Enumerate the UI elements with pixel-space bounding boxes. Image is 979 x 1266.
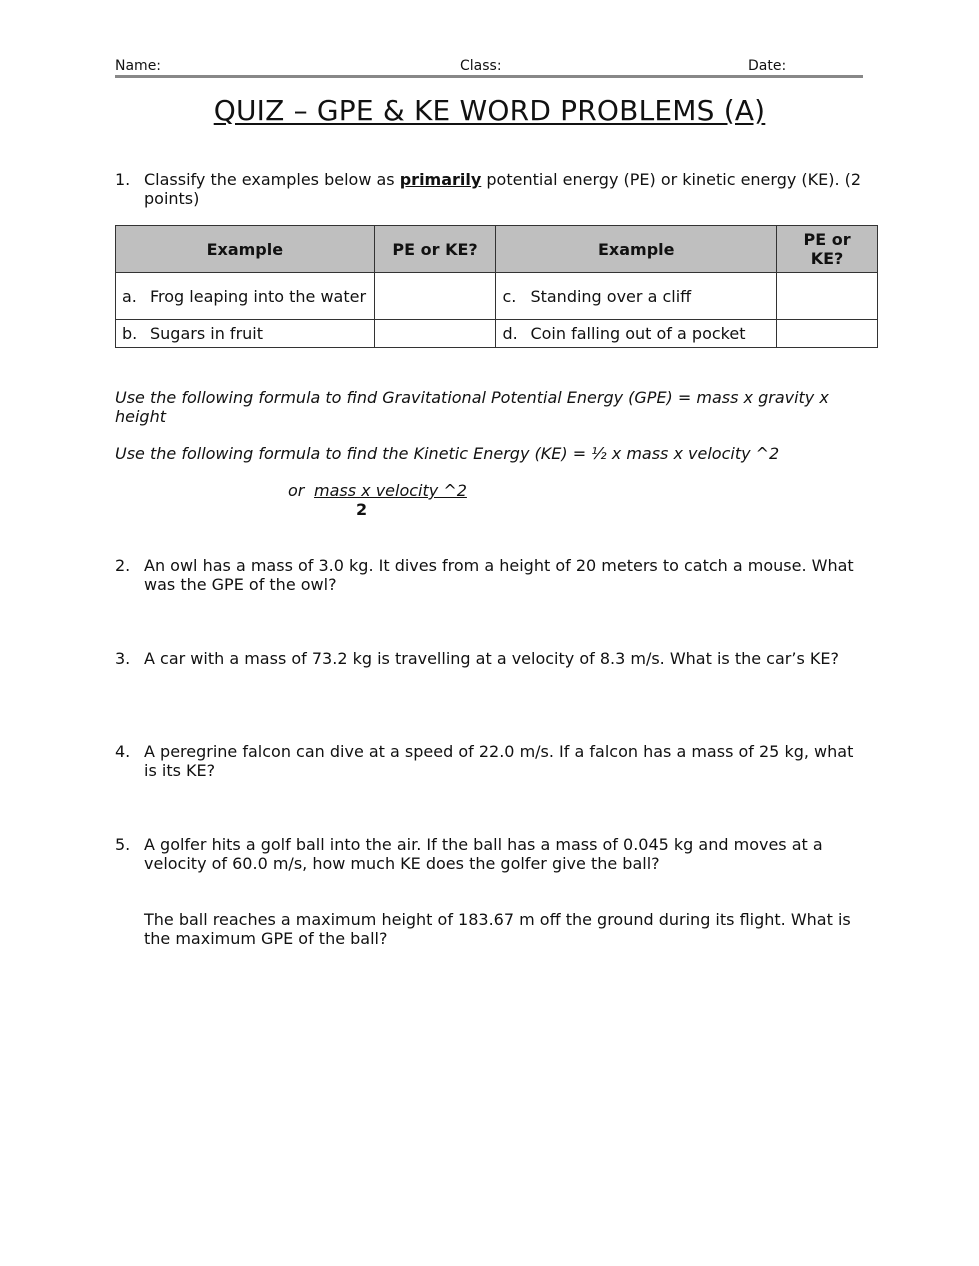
answer-cell[interactable]: [777, 320, 878, 348]
gpe-formula: Use the following formula to find Gravitational Potential Energy (GPE) = mass x gravity x height: [115, 388, 829, 426]
question-number: 1.: [115, 170, 131, 189]
ke-formula: Use the following formula to find the Kinetic Energy (KE) = ½ x mass x velocity ^2: [115, 444, 780, 463]
classification-table: [115, 225, 878, 348]
question-number: 5.: [115, 835, 131, 854]
question-text: The ball reaches a maximum height of 183.67 m off the ground during its flight. What is the maximum GPE of the ball?: [144, 910, 851, 948]
question-text: An owl has a mass of 3.0 kg. It dives from a height of 20 meters to catch a mouse. What was the GPE of the owl?: [144, 556, 854, 594]
page-title: QUIZ – GPE & KE WORD PROBLEMS (A): [213, 94, 766, 127]
item-text: Sugars in fruit: [150, 324, 263, 343]
example-cell: [496, 273, 777, 320]
answer-cell[interactable]: [374, 320, 496, 348]
alt-formula-denominator: 2: [356, 500, 368, 519]
item-letter: b.: [122, 324, 138, 343]
table-header-row: [116, 226, 878, 273]
answer-cell[interactable]: [374, 273, 496, 320]
header-fields: [115, 57, 863, 78]
question-3: [115, 649, 865, 668]
question-text: Classify the examples below as primarily potential energy (PE) or kinetic energy (KE). (2 points): [144, 170, 862, 208]
column-header: Example: [116, 226, 375, 273]
question-number: 3.: [115, 649, 131, 668]
question-2: [115, 556, 865, 594]
question-5: [115, 835, 865, 873]
item-text: Coin falling out of a pocket: [530, 324, 746, 343]
table-row: [116, 320, 878, 348]
example-cell: [116, 320, 375, 348]
date-label: Date:: [748, 58, 787, 74]
item-text: Standing over a cliff: [530, 286, 692, 306]
column-header: PE or KE?: [777, 226, 878, 273]
item-letter: c.: [502, 286, 517, 306]
question-1: [115, 170, 865, 208]
item-letter: a.: [122, 286, 137, 306]
example-cell: [496, 320, 777, 348]
table-row: [116, 273, 878, 320]
question-5-followup: [115, 910, 865, 948]
name-label: Name:: [115, 58, 162, 74]
example-cell: [116, 273, 375, 320]
answer-cell[interactable]: [777, 273, 878, 320]
column-header: Example: [496, 226, 777, 273]
question-number: 4.: [115, 742, 131, 761]
class-label: Class:: [460, 58, 502, 74]
question-text: A golfer hits a golf ball into the air. If the ball has a mass of 0.045 kg and moves at a velocity of 60.0 m/s, how much KE does the golfer give the ball?: [144, 835, 823, 873]
item-text: Frog leaping into the water: [150, 286, 367, 306]
emphasis-word: primarily: [399, 170, 482, 189]
question-4: [115, 742, 865, 780]
item-letter: d.: [502, 324, 518, 343]
question-text: A peregrine falcon can dive at a speed of 22.0 m/s. If a falcon has a mass of 25 kg, what is its KE?: [144, 742, 854, 780]
question-text: A car with a mass of 73.2 kg is travelling at a velocity of 8.3 m/s. What is the car’s KE?: [144, 649, 839, 668]
question-number: 2.: [115, 556, 131, 575]
column-header: PE or KE?: [374, 226, 496, 273]
alt-formula-or: or: [288, 481, 305, 500]
alt-formula-numerator: mass x velocity ^2: [314, 481, 467, 500]
